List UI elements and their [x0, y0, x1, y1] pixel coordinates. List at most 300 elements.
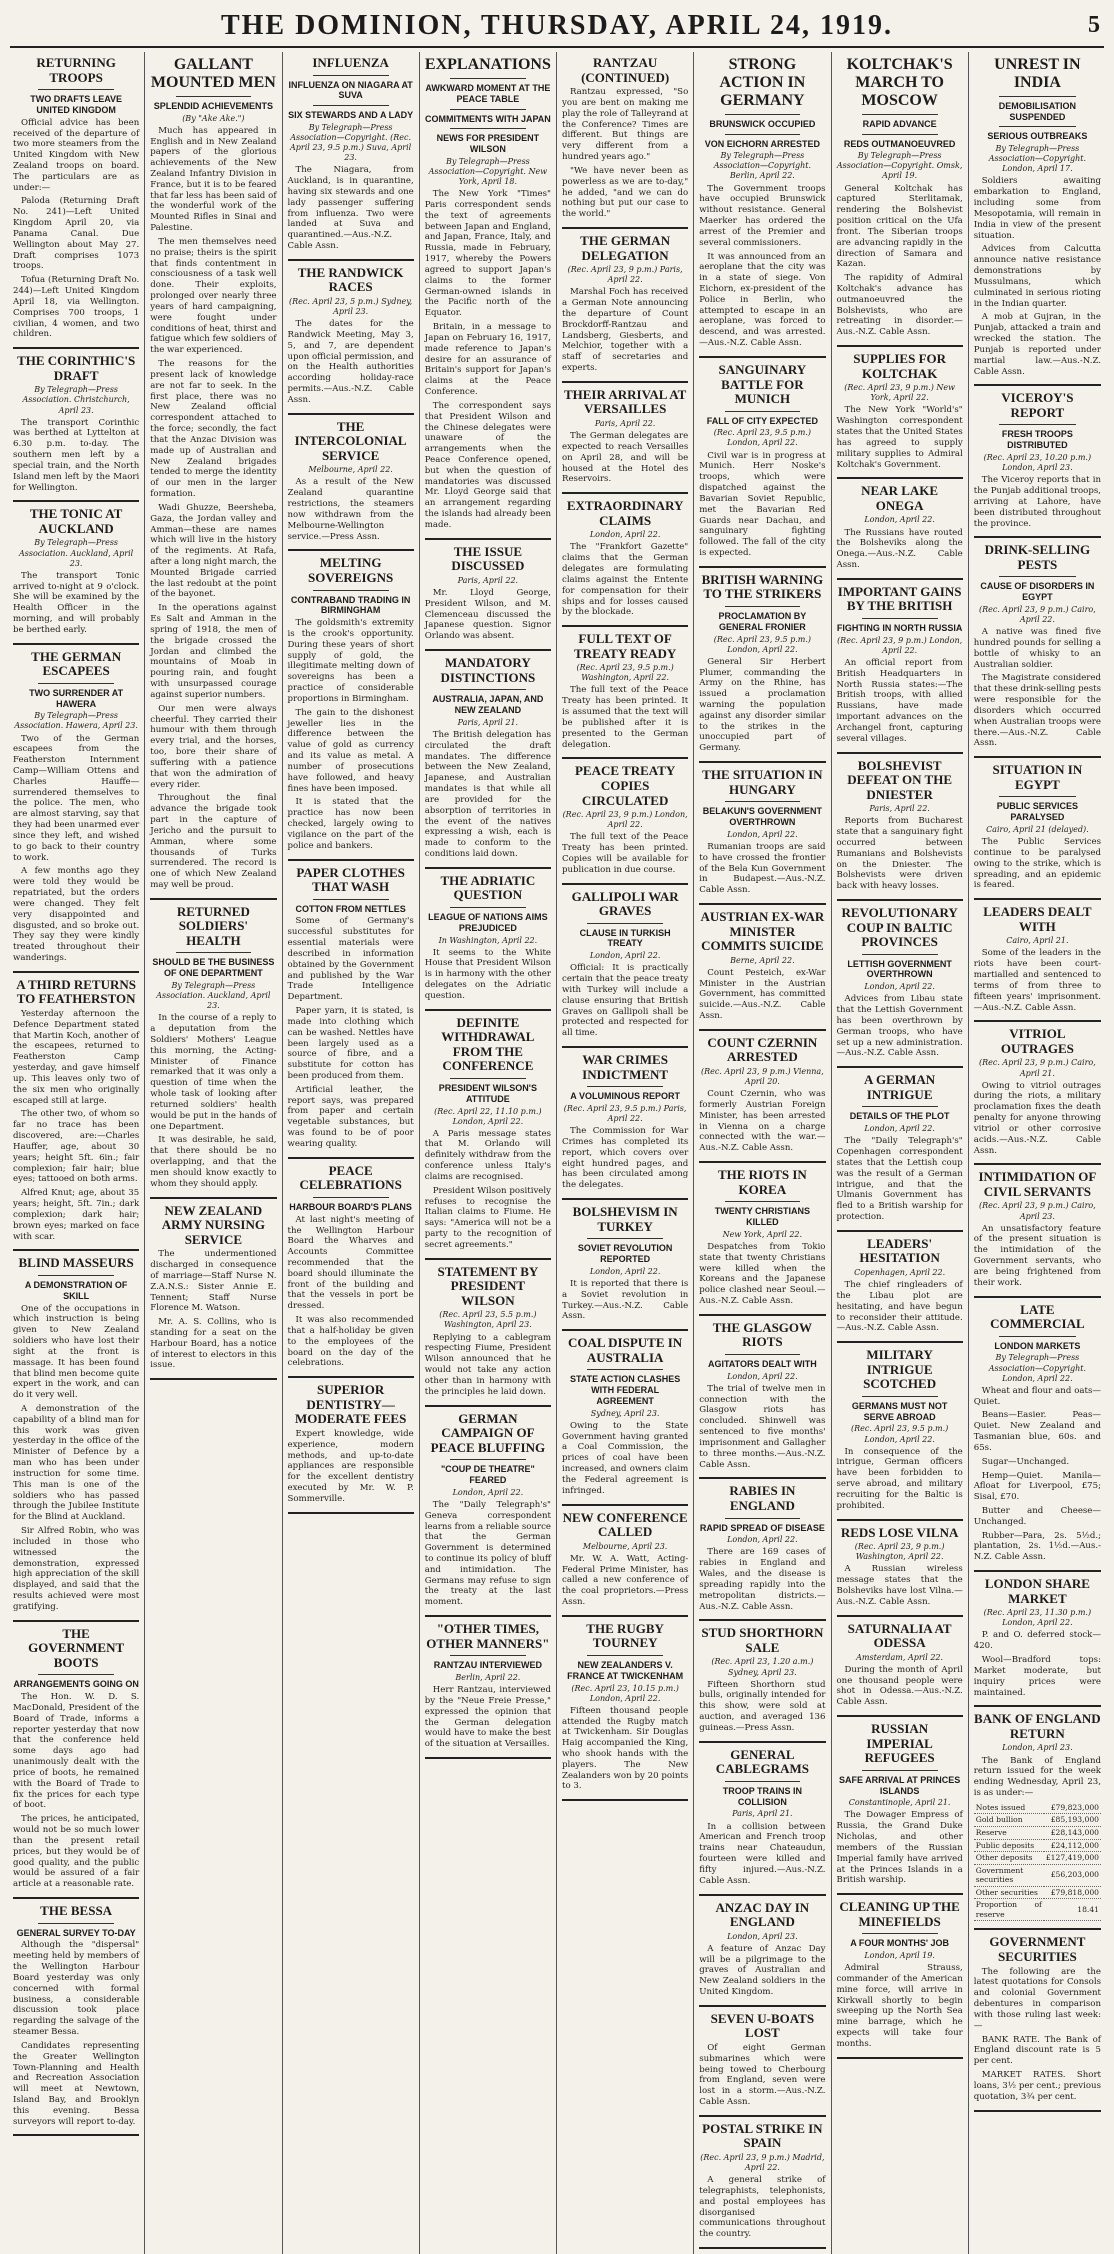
table-row — [974, 1802, 1101, 1814]
article-separator — [699, 1161, 825, 1163]
article-dateline: (Rec. April 23, 9 p.m.) New York, April 22. — [844, 383, 955, 403]
headline-rule — [999, 96, 1075, 97]
article-headline: THE SITUATION IN HUNGARY — [702, 767, 823, 797]
article-headline: THE RANDWICK RACES — [297, 264, 404, 295]
article-paragraph: Reports from Bucharest state that a sanguinary fight occurred between Rumanians and Bolshevists on the Dniester. The Bolshevists were driven back with heavy losses. — [836, 816, 963, 892]
article-separator — [837, 899, 963, 901]
article-separator — [837, 578, 963, 580]
article — [837, 1073, 963, 1223]
article — [837, 1348, 963, 1511]
article-separator — [974, 756, 1101, 758]
column-2 — [145, 52, 282, 2254]
article-subheadline: LEAGUE OF NATIONS AIMS PREJUDICED — [428, 911, 548, 933]
headline-rule — [725, 1518, 801, 1519]
article-subheadline: INFLUENZA ON NIAGARA AT SUVA — [288, 79, 413, 101]
article-separator — [13, 1897, 139, 1899]
headline-rule — [313, 105, 389, 106]
article-dateline: London, April 22. — [864, 982, 935, 992]
article-subheadline: COMMITMENTS WITH JAPAN — [424, 113, 551, 124]
article-paragraph: In a collision between American and French troop trains near Chateaudun, fourteen were killed and fifty injured.—Aus.-N.Z. Cable Assn. — [699, 1821, 826, 1886]
article-separator — [288, 259, 414, 261]
article-dateline: London, April 22. — [864, 515, 935, 525]
headline-rule — [450, 1459, 526, 1460]
article-subheadline: GENERAL SURVEY TO-DAY — [16, 1927, 136, 1938]
article-paragraph: Yesterday afternoon the Defence Department stated that Martin Koch, another of the escapees, returned to Featherston Camp yesterday, and gave himself up. This leaves only two of the six men who originally escaped still at large. — [13, 1009, 140, 1106]
article-dateline: Berlin, April 22. — [455, 1673, 521, 1683]
article-separator — [425, 1009, 551, 1011]
table-row — [974, 1839, 1101, 1852]
article-separator — [425, 1757, 551, 1759]
article-headline: VITRIOL OUTRAGES — [1000, 1026, 1074, 1056]
article-dateline: Copenhagen, April 22. — [854, 1268, 946, 1277]
table-label-cell: Proportion of reserve — [974, 1899, 1044, 1921]
article — [562, 56, 688, 220]
article-dateline: Paris, April 22. — [457, 575, 519, 585]
article-subheadline: FRESH TROOPS DISTRIBUTED — [1001, 429, 1073, 451]
article-paragraph: Of eight German submarines which were being towed to Cherbourg from England, seven were lost in a storm.—Aus.-N.Z. Cable Assn. — [699, 2042, 826, 2108]
article-subheadline: SAFE ARRIVAL AT PRINCES ISLANDS — [838, 1774, 961, 1796]
article — [425, 545, 551, 642]
article-paragraph: The following are the latest quotations for Consols and colonial Government debentures in comparison with those ruling last week:— — [973, 1966, 1101, 2031]
article-separator — [699, 1619, 825, 1621]
article-headline: AUSTRIAN EX-WAR MINISTER COMMITS SUICIDE — [700, 909, 825, 954]
article-paragraph: Wheat and flour and oats—Quiet. — [973, 1385, 1101, 1407]
article-headline: A THIRD RETURNS TO FEATHERSTON — [16, 976, 136, 1007]
article — [699, 56, 825, 349]
article — [288, 1383, 414, 1504]
article-paragraph: A general strike of telegraphists, telephonists, and postal employees has disorganised communications throughout the country. — [699, 2175, 826, 2240]
article-paragraph: Advices from Libau state that the Lettish Government has been overthrown by German troops, who have set up a new administration.—Aus.-N.Z. Cable Assn. — [836, 994, 963, 1059]
headline-rule — [862, 1933, 938, 1934]
article — [288, 1164, 414, 1369]
article-separator — [13, 1249, 139, 1251]
article — [13, 1627, 139, 1890]
article-subheadline: GERMANS MUST NOT SERVE ABROAD — [851, 1400, 948, 1422]
headline-rule — [725, 801, 801, 802]
article-paragraph: General Sir Herbert Plumer, commanding the Army on the Rhine, has issued a proclamation warning the population against any disorder similar to the strikes in the unoccupied part of Germany. — [699, 656, 826, 754]
article-paragraph: The Russians have routed the Bolsheviks along the Onega.—Aus.-N.Z. Cable Assn. — [836, 527, 963, 571]
article-paragraph: Although the "dispersal" meeting held by members of the Wellington Harbour Board yesterday was only concerned with formal business, a considerable discussion took place regarding the salvage of the steamer Bessa. — [13, 1940, 140, 2038]
article-paragraph: Mr. A. S. Collins, who is standing for a seat on the Harbour Board, has a notice of interest to electors in this issue. — [150, 1317, 277, 1371]
article-separator — [699, 2115, 825, 2117]
article-separator — [974, 384, 1101, 386]
article-paragraph: The Niagara, from Auckland, is in quarantine, having six stewards and one lady passenger suffering from influenza. Two were landed at Suva and quarantined.—Aus.-N.Z. Cable Assn. — [287, 165, 414, 252]
article-paragraph: Civil war is in progress at Munich. Herr Noske's troops, which were dispatched against the Bavarian Soviet Republic, met the Bavarian Red Guards near Dachau, and sanguinary fighting followed. The fall of the city is expected. — [699, 450, 826, 559]
article-paragraph: It seems to the White House that President Wilson is in harmony with the other delegates on the Adriatic question. — [424, 947, 551, 1001]
article — [699, 573, 825, 754]
article-paragraph: One of the occupations in which instruction is being given to New Zealand soldiers who have lost their sight at the front is massage. It has been found that blind men become quite expert in the work, and can do it very well. — [13, 1303, 140, 1401]
article-separator — [13, 2134, 139, 2136]
article-headline: THE GERMAN ESCAPEES — [31, 648, 122, 679]
article-separator — [837, 345, 963, 347]
article-subheadline: A VOLUMINOUS REPORT — [570, 1091, 680, 1102]
article-paragraph: The Dowager Empress of Russia, the Grand Duke Nicholas, and other members of the Russian Imperial family have arrived at the Princes Islands in a British warship. — [836, 1810, 963, 1886]
article — [288, 56, 414, 252]
article-dateline: By Telegraph—Press Association—Copyright. London, April 22. — [988, 1353, 1087, 1383]
article-separator — [562, 227, 688, 229]
article-dateline: (Rec. April 23, 9.5 p.m.) Washington, April 22. — [576, 663, 674, 683]
table-value-cell: £28,143,000 — [1044, 1826, 1101, 1839]
article-separator — [699, 761, 825, 763]
article-headline: THE RUGBY TOURNEY — [586, 1620, 664, 1651]
article-paragraph: The undermentioned discharged in consequence of marriage—Staff Nurse N. Z.A.N.S.: Sister Annie E. Tennent; Staff Nurse Florence M. Watson. — [150, 1249, 277, 1314]
article-subheadline: AWKWARD MOMENT AT THE PEACE TABLE — [425, 82, 551, 104]
headline-rule — [999, 576, 1075, 577]
table-label-cell: Other deposits — [974, 1852, 1044, 1865]
article-separator — [562, 1504, 688, 1506]
article-paragraph: Soldiers awaiting embarkation to England, including some from Mesopotamia, will remain in India in view of the present situation. — [973, 176, 1101, 241]
article-separator — [837, 1341, 963, 1343]
article-headline: THE ADRIATIC QUESTION — [440, 872, 536, 903]
article-paragraph: Hemp—Quiet. Manila—Afloat for Liverpool, £75; Sisal, £70. — [973, 1470, 1101, 1503]
article-subheadline: SPLENDID ACHIEVEMENTS — [153, 100, 273, 111]
article-paragraph: Owing to vitriol outrages during the riots, a military proclamation fixes the death penalty for anyone throwing vitriol or other corrosive acids.—Aus.-N.Z. Cable Assn. — [973, 1080, 1101, 1156]
article-paragraph: Wadi Ghuzze, Beersheba, Gaza, the Jordan valley and Amman—these are names which will live in the history of the regiments. At Rafa, after a long night march, the Mounted Brigade carried the last redoubt at the point of the bayonet. — [150, 502, 277, 600]
article-paragraph: The Public Services continue to be paralysed owing to the strike, which is spreading, and an epidemic is feared. — [973, 837, 1101, 891]
article-headline: THE ISSUE DISCUSSED — [451, 543, 525, 574]
article-separator — [974, 1570, 1101, 1572]
article-subheadline: VON EICHORN ARRESTED — [704, 138, 820, 149]
article-headline: MANDATORY DISTINCTIONS — [440, 655, 536, 685]
article-paragraph: BANK RATE. The Bank of England discount rate is 5 per cent. — [973, 2034, 1101, 2067]
article-separator — [562, 1615, 688, 1617]
table-value-cell: £85,193,000 — [1044, 1814, 1101, 1827]
article-separator — [562, 1329, 688, 1331]
article-dateline: London, April 22. — [864, 1124, 935, 1134]
article-headline: RABIES IN ENGLAND — [729, 1483, 796, 1513]
table-label-cell: Public deposits — [974, 1839, 1044, 1852]
article-paragraph: Marshal Foch has received a German Note announcing the departure of Count Brockdorff-Rantzau and Landsberg, Giesberts, and Melchior, together with a staff of secretaries and experts. — [562, 287, 689, 374]
headline-rule — [999, 796, 1075, 797]
article-headline: IMPORTANT GAINS BY THE BRITISH — [837, 583, 962, 614]
article-headline: BANK OF ENGLAND RETURN — [974, 1711, 1101, 1741]
article-separator — [699, 566, 825, 568]
article-separator — [699, 1894, 825, 1896]
article-paragraph: It is reported that there is a Soviet revolution in Turkey.—Aus.-N.Z. Cable Assn. — [562, 1278, 689, 1322]
article-separator — [13, 643, 139, 645]
article-headline: RANTZAU (CONTINUED) — [581, 55, 670, 85]
article-separator — [150, 1378, 276, 1380]
headline-rule — [862, 618, 938, 619]
article-headline: KOLTCHAK'S MARCH TO MOSCOW — [846, 56, 953, 109]
article-headline: LONDON SHARE MARKET — [984, 1576, 1090, 1606]
article — [13, 1256, 139, 1612]
article-headline: THEIR ARRIVAL AT VERSAILLES — [563, 386, 687, 417]
article-subheadline: CONTRABAND TRADING IN BIRMINGHAM — [290, 594, 411, 616]
article-headline: DRINK-SELLING PESTS — [984, 542, 1091, 572]
table-row — [974, 1826, 1101, 1839]
article-paragraph: The reasons for the present lack of knowledge are not far to seek. In the first place, there was no New Zealand official correspondent attached to the force; secondly, the fact that the Anzac Division was made up of Australian and New Zealand brigades tended to merge the identity of our men in the larger formation. — [150, 359, 277, 500]
article-separator — [837, 2057, 963, 2059]
article-headline: COAL DISPUTE IN AUSTRALIA — [568, 1335, 683, 1365]
article — [837, 906, 963, 1059]
article-dateline: Cairo, April 21 (delayed). — [986, 824, 1089, 834]
headline-rule — [587, 923, 663, 924]
article — [562, 499, 688, 618]
article-paragraph: The full text of the Peace Treaty has been printed. Copies will be available for publication in due course. — [562, 832, 689, 875]
article — [974, 905, 1101, 1013]
article-paragraph: The Viceroy reports that in the Punjab additional troops, arriving at Lahore, have been distributed throughout the province. — [973, 475, 1101, 529]
article-dateline: In Washington, April 22. — [438, 935, 538, 945]
article-dateline: By Telegraph—Press Association—Copyright. New York, April 18. — [428, 156, 548, 187]
article-dateline: London, April 22. — [589, 951, 661, 961]
article-dateline: (Rec. April 23, 9 p.m.) Vienna, April 20. — [701, 1067, 824, 1087]
article-dateline: By Telegraph—Press Association—Copyright. (Rec. April 23, 9.5 p.m.) Suva, April 23. — [290, 122, 412, 163]
headline-rule — [450, 907, 526, 908]
article-dateline: (Rec. April 23, 9 p.m.) London, April 22. — [837, 635, 963, 655]
article-separator — [974, 1020, 1101, 1022]
article-subheadline: ARRANGEMENTS GOING ON — [13, 1679, 139, 1690]
article — [837, 1900, 963, 2050]
article-dateline: Paris, April 21. — [457, 717, 519, 727]
article — [974, 1712, 1101, 1921]
article-subheadline: BELAKUN'S GOVERNMENT OVERTHROWN — [702, 806, 822, 828]
article-headline: MILITARY INTRIGUE SCOTCHED — [863, 1347, 937, 1392]
article-paragraph: A native was fined five hundred pounds for selling a bottle of whisky to an Australian soldier. — [973, 627, 1101, 670]
article-dateline: London, April 22. — [727, 1535, 798, 1545]
article-paragraph: The "Frankfort Gazette" claims that the German delegates are formulating claims against the Entente for compensation for their ships and for losses caused by the blockade. — [562, 542, 689, 618]
table-row — [974, 1899, 1101, 1921]
headline-rule — [862, 1106, 938, 1107]
article — [288, 420, 414, 543]
headline-rule — [725, 606, 801, 607]
headline-rule — [587, 1238, 663, 1239]
article-paragraph: It was also recommended that a half-holiday be given to the employees of the board on the day of the celebrations. — [287, 1315, 414, 1369]
article-paragraph: Official: It is practically certain that the peace treaty with Turkey will include a clause ensuring that British Graves on Gallipoli shall be protected and respected for all time. — [562, 963, 689, 1039]
article-dateline: (Rec. April 23, 9 p.m.) London, April 22. — [562, 810, 688, 830]
headline-rule — [313, 590, 389, 591]
article-dateline: Amsterdam, April 22. — [856, 1652, 944, 1662]
article-separator — [288, 1376, 414, 1378]
article-headline: LEADERS' HESITATION — [859, 1235, 940, 1266]
article — [562, 764, 688, 875]
article-dateline: (Rec. April 23, 9.5 p.m.) London, April 22. — [713, 634, 812, 654]
article-headline: NEAR LAKE ONEGA — [861, 483, 939, 513]
article-paragraph: The transport Tonic arrived to-night at 9 o'clock. She will be examined by the Health Officer in the morning, and will probably be berthed early. — [13, 570, 140, 635]
table-label-cell: Reserve — [974, 1826, 1044, 1839]
article-dateline: (Rec. April 23, 9 p.m.) Cairo, April 21. — [978, 1058, 1096, 1078]
article-separator — [699, 2247, 825, 2249]
article-headline: SUPPLIES FOR KOLTCHAK — [853, 351, 947, 381]
article-dateline: Paris, April 21. — [732, 1809, 793, 1819]
article — [974, 763, 1101, 891]
article-headline: LEADERS DEALT WITH — [983, 904, 1092, 934]
article-paragraph: Sugar—Unchanged. — [981, 1456, 1070, 1467]
article — [562, 1511, 688, 1608]
column-5 — [557, 52, 694, 2254]
table-row — [974, 1864, 1101, 1886]
article — [425, 1016, 551, 1251]
article-headline: THE RIOTS IN KOREA — [717, 1167, 807, 1197]
article — [699, 2012, 825, 2108]
table-value-cell: £127,419,000 — [1044, 1852, 1101, 1865]
article — [699, 1321, 825, 1471]
article-paragraph: Replying to a cablegram respecting Fiume, President Wilson announced that he would not take any action other than in harmony with the principles he laid down. — [424, 1332, 551, 1397]
article-dateline: Sydney, April 23. — [590, 1408, 660, 1418]
article — [974, 1027, 1101, 1156]
article-separator — [150, 898, 276, 900]
article-paragraph: Despatches from Tokio state that twenty Christians were killed when the Koreans and the Japanese police clashed near Seoul.—Aus.-N.Z. Cable Assn. — [699, 1241, 826, 1307]
article-subheadline: SIX STEWARDS AND A LADY — [288, 110, 414, 121]
article-paragraph: "We have never been as powerless as we are to-day," he added, "and we can do nothing but put our case to the world." — [562, 165, 689, 220]
article-separator — [562, 1799, 688, 1801]
article-separator — [288, 1512, 414, 1514]
article-paragraph: At last night's meeting of the Wellington Harbour Board the Wharves and Accounts Committee recommended that the board should illuminate the front of the building and that the vessels in port be dressed. — [287, 1214, 414, 1312]
article-subheadline: HARBOUR BOARD'S PLANS — [289, 1201, 412, 1212]
article — [13, 650, 139, 964]
article-subheadline: RAPID SPREAD OF DISEASE — [699, 1522, 825, 1533]
article — [974, 543, 1101, 749]
article-paragraph: Fifteen thousand people attended the Rugby match at Twickenham. Sir Douglas Haig accompanied the King, who shook hands with the players. The New Zealanders won by 20 points to 3. — [562, 1705, 689, 1792]
article-paragraph: The New York "World's" Washington correspondent states that the United States has agreed to supply military supplies to Admiral Koltchak's Government. — [836, 405, 963, 470]
article-paragraph: Artificial leather, the report says, was prepared from paper and certain vegetable substances, but was found to be of poor wearing quality. — [287, 1084, 414, 1149]
table-value-cell: £79,823,000 — [1044, 1802, 1101, 1814]
article-paragraph: The full text of the Peace Treaty has been printed. It is assumed that the text will be published after it is presented to the German delegation. — [562, 685, 689, 750]
article-dateline: By Telegraph—Press Association—Copyright. Berlin, April 22. — [713, 151, 812, 181]
article-headline: REVOLUTIONARY COUP IN BALTIC PROVINCES — [841, 905, 958, 950]
article — [562, 234, 688, 374]
article-paragraph: Tofua (Returning Draft No. 244)—Left United Kingdom April 18, via Wellington. Comprises 700 troops, 1 civilian, 4 women, and two children. — [13, 275, 140, 340]
article-paragraph: In the operations against Es Salt and Amman in the spring of 1918, the men of the brigade crossed the Jordan and climbed the mountains of Moab in pouring rain, and fought with unsurpassed courage against superior numbers. — [150, 603, 277, 700]
article — [425, 1412, 551, 1609]
headline-rule — [862, 1770, 938, 1771]
article-headline: CLEANING UP THE MINEFIELDS — [839, 1899, 960, 1929]
article-paragraph: Expert knowledge, wide experience, modern methods, and up-to-date appliances are responsible for the excellent dentistry executed by Mr. W. P. Sommerville. — [287, 1428, 414, 1504]
article-dateline: London, April 19. — [864, 1951, 935, 1961]
column-8 — [969, 52, 1106, 2254]
article-subheadline: TROOP TRAINS IN COLLISION — [722, 1785, 803, 1807]
article-subheadline: RAPID ADVANCE — [862, 118, 937, 129]
article-paragraph: The Bank of England return issued for the week ending Wednesday, April 23, is as under:— — [973, 1755, 1101, 1799]
article-dateline: (Rec. April 23, 10.15 p.m.) London, April 22. — [571, 1683, 679, 1703]
article-subheadline: SHOULD BE THE BUSINESS OF ONE DEPARTMENT — [152, 957, 275, 979]
headline-rule — [725, 1781, 801, 1782]
newspaper-columns — [8, 52, 1106, 2240]
article-paragraph: A Russian wireless message states that the Bolsheviks have lost Vilna.—Aus.-N.Z. Cable Assn. — [836, 1564, 963, 1607]
article — [837, 56, 963, 338]
article-separator — [974, 898, 1101, 900]
article — [562, 890, 688, 1040]
article-paragraph: A Paris message states that M. Orlando will definitely withdraw from the conference unless Italy's claims are recognised. — [424, 1128, 551, 1182]
article-paragraph: In the course of a reply to a deputation from the Soldiers' Mothers' League this morning, the Acting-Minister of Finance remarked that it was only a question of time when the whole task of looking after returned soldiers' health would be put in the hands of one Department. — [150, 1013, 277, 1132]
article-headline: THE GLASGOW RIOTS — [712, 1319, 813, 1350]
article-separator — [288, 413, 414, 415]
article-paragraph: The correspondent says that President Wilson and the Chinese delegates were unaware of the arrangements when the Peace Conference opened, but when the question of mandatories was discussed Mr. Lloyd George said that an arrangement regarding the islands had already been made. — [424, 400, 551, 530]
article-paragraph: It was announced from an aeroplane that the city was in a state of siege. Von Eichorn, ex-president of the Police in Berlin, who attempted to escape in an aeroplane, was forced to descend, and was arrested.—Aus.-N.Z. Cable Assn. — [699, 251, 826, 349]
article-headline: ANZAC DAY IN ENGLAND — [715, 1899, 810, 1930]
article — [425, 56, 551, 531]
article-separator — [837, 1066, 963, 1068]
column-7 — [832, 52, 969, 2254]
table-row — [974, 1886, 1101, 1899]
article — [562, 1622, 688, 1792]
article — [13, 507, 139, 635]
article-separator — [699, 356, 825, 358]
article — [425, 874, 551, 1002]
article — [425, 656, 551, 860]
article-subheadline: LETTISH GOVERNMENT OVERTHROWN — [847, 958, 952, 980]
article-headline: SUPERIOR DENTISTRY—MODERATE FEES — [294, 1382, 407, 1427]
article-separator — [699, 903, 825, 905]
article-paragraph: Admiral Strauss, commander of the American mine force, will arrive in Kirkwall shortly to begin sweeping up the North Sea mine barrage, which he expects will take four months. — [836, 1963, 963, 2049]
headline-rule — [313, 899, 389, 900]
article — [837, 1722, 963, 1886]
market-table — [974, 1802, 1101, 1922]
article-dateline: Cairo, April 21. — [1006, 936, 1069, 946]
article-separator — [562, 381, 688, 383]
headline-rule — [862, 114, 938, 115]
headline-rule — [999, 1336, 1075, 1337]
article-separator — [288, 859, 414, 861]
headline-rule — [587, 1655, 663, 1656]
article-dateline: (Rec. April 23, 9 p.m.) Cairo, April 23. — [978, 1201, 1096, 1221]
article-paragraph: The trial of twelve men in connection with the Glasgow riots has concluded. Shinwell was sentenced to five months' imprisonment and Gallagher to three months.—Aus.-N.Z. Cable Assn. — [699, 1383, 826, 1470]
article-paragraph: Alfred Knut; age, about 35 years; height, 5ft. 7in.; dark complexion; dark hair; brown eyes; marked on face with scar. — [13, 1188, 140, 1242]
article — [699, 363, 825, 559]
article-dateline: London, April 22. — [727, 1371, 798, 1381]
article-paragraph: It is stated that the practice has now been checked, largely owing to vigilance on the part of the police and bankers. — [287, 797, 414, 851]
article-paragraph: An official report from British Headquarters in North Russia states:—The British troops, with allied Russians, have made important advances on the Archangel front, capturing several villages. — [836, 657, 963, 744]
table-row — [974, 1814, 1101, 1827]
article — [974, 391, 1101, 529]
column-4 — [420, 52, 557, 2254]
article-subheadline: NEW ZEALANDERS V. FRANCE AT TWICKENHAM — [567, 1659, 684, 1681]
article — [13, 354, 139, 493]
headline-rule — [38, 683, 114, 684]
article-subheadline: TWENTY CHRISTIANS KILLED — [714, 1206, 811, 1228]
headline-rule — [587, 1369, 663, 1370]
article — [837, 484, 963, 570]
article-paragraph: Wool—Bradford tops: Market moderate, but inquiry prices were maintained. — [973, 1655, 1101, 1698]
article-headline: NEW ZEALAND ARMY NURSING SERVICE — [161, 1202, 265, 1247]
article-headline: UNREST IN INDIA — [994, 56, 1081, 91]
masthead — [10, 6, 1104, 48]
article-separator — [288, 549, 414, 551]
article-separator — [837, 1615, 963, 1617]
article-separator — [974, 2110, 1101, 2112]
article-separator — [699, 2005, 825, 2007]
article-paragraph: Paper yarn, it is stated, is made into clothing which can be washed. Nettles have been largely used as a source of fibre, and a substitute for cotton has been produced from them. — [287, 1006, 414, 1081]
article-headline: FULL TEXT OF TREATY READY — [574, 631, 677, 661]
headline-rule — [862, 134, 938, 135]
article-dateline: By Telegraph—Press Association. Auckland, April 23. — [156, 981, 271, 1011]
article — [288, 866, 414, 1150]
article-paragraph: Owing to the State Government having granted a Coal Commission, the prices of coal have been increased, and owners claim the Federal agreement is infringed. — [562, 1420, 689, 1496]
article-subheadline: STATE ACTION CLASHES WITH FEDERAL AGREEMENT — [569, 1374, 681, 1406]
newspaper-title: THE DOMINION, THURSDAY, APRIL 24, 1919. — [220, 10, 894, 41]
article-separator — [837, 752, 963, 754]
article-paragraph: Herr Rantzau, interviewed by the "Neue Freie Presse," expressed the opinion that the German delegation would have to make the best of the situation at Versailles. — [424, 1685, 551, 1750]
article-dateline: Melbourne, April 23. — [582, 1541, 668, 1551]
article-subheadline: RANTZAU INTERVIEWED — [433, 1660, 543, 1671]
headline-rule — [450, 78, 526, 79]
article-subheadline: COTTON FROM NETTLES — [295, 903, 406, 914]
article — [562, 1205, 688, 1322]
article-headline: THE CORINTHIC'S DRAFT — [17, 353, 136, 383]
article-headline: INFLUENZA — [312, 55, 389, 70]
article-headline: A GERMAN INTRIGUE — [864, 1072, 936, 1102]
article-headline: REDS LOSE VILNA — [840, 1524, 959, 1540]
article-paragraph: As a result of the New Zealand quarantine restrictions, the steamers now withdrawn from the Melbourne-Wellington service.—Press Assn. — [287, 477, 414, 542]
article-subheadline: BRUNSWICK OCCUPIED — [709, 118, 816, 129]
article-headline: INTIMIDATION OF CIVIL SERVANTS — [978, 1169, 1097, 1199]
article — [974, 56, 1101, 377]
article-subheadline: CAUSE OF DISORDERS IN EGYPT — [980, 581, 1095, 603]
headline-rule — [999, 424, 1075, 425]
article-paragraph: Some of the leaders in the riots have been court-martialled and sentenced to terms of from three to fifteen years' imprisonment.—Aus.-N.Z. Cable Assn. — [973, 948, 1101, 1013]
article-headline: SEVEN U-BOATS LOST — [710, 2010, 815, 2041]
article-dateline: (Rec. April 23, 11.30 p.m.) London, April 22. — [983, 1608, 1092, 1628]
